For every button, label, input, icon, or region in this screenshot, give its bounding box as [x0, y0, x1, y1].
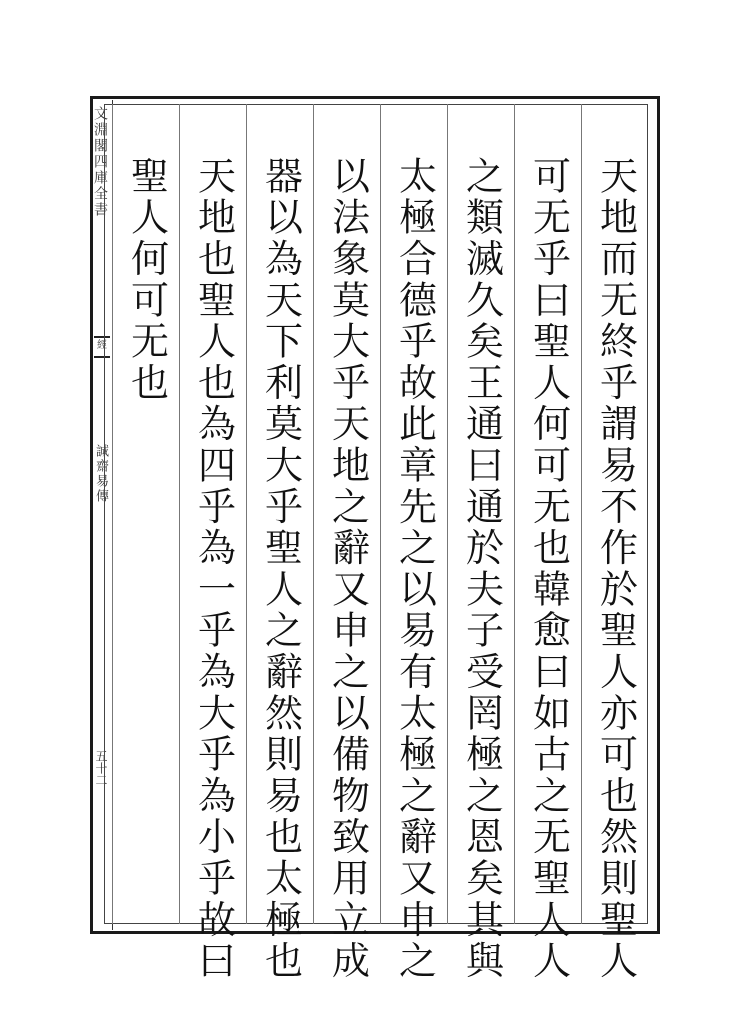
column-text: 太極合德乎故此章先之以易有太極之辭又申之	[392, 156, 437, 982]
text-column	[514, 104, 582, 982]
text-column	[112, 104, 180, 924]
margin-book-title: 誠齋易傳	[93, 444, 108, 504]
text-column	[380, 104, 448, 982]
text-columns	[112, 104, 648, 982]
text-column	[246, 104, 314, 982]
text-column	[581, 104, 649, 982]
text-column	[179, 104, 247, 982]
book-page	[90, 96, 660, 982]
column-text: 之類滅久矣王通曰通於夫子受罔極之恩矣其與	[459, 156, 504, 982]
margin-collection-title: 文淵閣四庫全書	[92, 106, 108, 218]
column-text: 以法象莫大乎天地之辭又申之以備物致用立成	[325, 156, 370, 982]
column-text: 天地而无終乎謂易不作於聖人亦可也然則聖人	[593, 156, 638, 982]
column-text: 器以為天下利莫大乎聖人之辭然則易也太極也	[258, 156, 303, 982]
column-text: 天地也聖人也為四乎為一乎為大乎為小乎故曰	[191, 156, 236, 982]
margin-volume-mark: 經	[94, 336, 110, 358]
column-text: 可无乎曰聖人何可无也韓愈曰如古之无聖人人	[526, 156, 571, 982]
text-column	[447, 104, 515, 982]
margin-page-number: 五十二	[94, 750, 108, 786]
text-column	[313, 104, 381, 982]
column-text: 聖人何可无也	[124, 156, 169, 404]
